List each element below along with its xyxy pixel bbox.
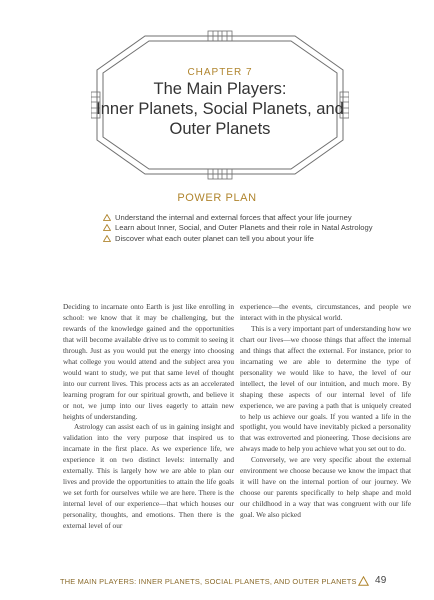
chapter-title-line: Inner Planets, Social Planets, and (96, 100, 344, 118)
chapter-title-frame (91, 30, 349, 180)
triangle-outline-icon (103, 235, 111, 242)
body-paragraph: This is a very important part of understanding how we chart our lives—we choose things that affect the internal and things that affect the external. For instance, prior to incarnating we are able to determine the type of personality we would like to have, the level of our intellect, the level of our intuition, and much more. By shaping these aspects of our internal level of life experience, we are paving a path that is uniquely created to help us achieve our goals. If you wanted a life in the spotlight, you would have inevitably picked a personality that was extroverted and pioneering. Those decisions are always made to help you achieve what you set out to do. (240, 323, 411, 454)
list-item (103, 234, 373, 244)
body-paragraph: experience—the events, circumstances, and people we interact with in the physical world. (240, 302, 411, 322)
running-head: THE MAIN PLAYERS: INNER PLANETS, SOCIAL PLANETS, AND OUTER PLANETS (60, 577, 357, 586)
list-item (103, 223, 373, 233)
power-plan-item-text: Understand the internal and external forces that affect your life journey (115, 213, 352, 222)
power-plan-item-text: Discover what each outer planet can tell you about your life (115, 233, 314, 243)
power-plan-item-text: Learn about Inner, Social, and Outer Planets and their role in Natal Astrology (115, 223, 373, 233)
triangle-outline-icon (358, 576, 369, 586)
list-item (103, 213, 373, 223)
chapter-title-line: Outer Planets (169, 120, 271, 138)
body-paragraph: Deciding to incarnate onto Earth is just like enrolling in school: we know that it may be challenging, but the rewards of the knowledge gained and the opportunities that will become available drive us to commit to seeing it through. Just as you would put the energy into choosing what college you would attend and the subject area you would want to study, we put that same level of thought into our current lives. This process acts as an accelerated learning program for our spiritual growth, and believe it or not, we jump into our lives eagerly to attain new heights of understanding. (63, 302, 234, 421)
triangle-outline-icon (103, 224, 111, 231)
power-plan-heading: POWER PLAN (177, 192, 257, 204)
body-paragraph: Astrology can assist each of us in gaining insight and validation into the very purpose that inspired us to incarnate in the first place. As we experience life, we experience it on two distinct levels: internally and externally. This is largely how we are able to plan our lives and provide the opportunities to attain the life goals we set forth for ourselves while we are here. There is the internal level of our experience—that which houses our personality, thoughts, and emotions. Then there is the external level of our (63, 422, 234, 531)
page-footer (0, 575, 434, 591)
chapter-title (91, 79, 349, 139)
body-paragraph: Conversely, we are very specific about the external environment we choose because we know the impact that it will have on the internal portion of our journey. We choose our parents specifically to help shape and mold our childhood in a way that was congruent with our life goal. We also picked (240, 455, 411, 520)
body-column-left (63, 302, 234, 532)
power-plan-list (103, 213, 373, 244)
body-column-right (240, 302, 411, 521)
page-number: 49 (375, 575, 387, 586)
chapter-title-line: The Main Players: (153, 80, 287, 98)
triangle-outline-icon (103, 214, 111, 221)
chapter-number: CHAPTER 7 (187, 67, 253, 78)
